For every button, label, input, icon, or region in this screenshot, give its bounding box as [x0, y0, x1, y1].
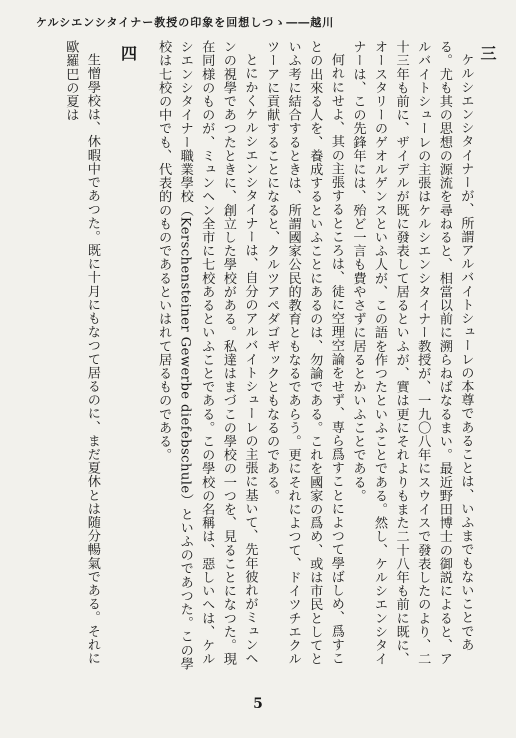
section-3-heading-column — [476, 40, 498, 678]
section-4-heading: 四 — [118, 45, 138, 62]
section-3-paragraph-3: とにかくケルシエンシタイナーは、自分のアルバイトシューレの主張に基いて、先年彼れがミュンヘンの視學であつたときに、創立した學校がある。私達はまづこの學校の一つを、見ることになつた。現在同様のものが、ミュンヘン全市に七校あるといふことである。この學校の名稱は、惡しいへは、ケルシエンシタイナー職業學校（Kerschensteiner Gewerbe diefebschule）といふのであつた。この學校は七校の中でも、代表的のものであるといはれて居るものである。 — [156, 40, 258, 671]
running-header: ケルシエンシタイナー教授の印象を回想しつゝ――越川 — [36, 16, 335, 29]
section-3-paragraph-2: 何れにせよ、其の主張するところは、徒に空理空論をせず、専ら爲すことによつて學ばしめ、爲すことの出來る人を、養成するといふことにあるのは、勿論である。これを國家の爲め、或は市民としてといふ考に結合するときは、所謂國家公民的教育ともなるであらう。更にそれによつて、ドイツチエクルツーアに貢献することになると、クルツアペダゴギックともなるのである。 — [264, 40, 344, 666]
page-number: 5 — [253, 696, 263, 712]
section-4-heading-column — [117, 40, 139, 678]
section-3-paragraph-1: ケルシエンシタイナーが、所謂アルバイトシューレの本尊であることは、いふまでもないことである。尤も其の思想の源流を尋ねると、相當以前に溯らねばなるまい。最近野田博士の御説によると、アルバイトシューレの主張はケルシエンシタイナー教授が、一九〇八年にスウイスで發表したのより、二十三年も前に、ザイデルが既に發表して居るといふが、實は更にそれよりもまた二十八年も前に既に、オースタリーのゲオルゲンスといふ人が、この語を作つたといふことである。然し、ケルシエンシタイナーは、この先鋒年には、殆ど一言も費やさずに居るとかいふことである。 — [350, 40, 474, 666]
section-gap — [139, 40, 153, 678]
section-gap-2 — [103, 40, 117, 678]
section-4-paragraph-1: 生憎學校は、休暇中であつた。既に十月にもなつて居るのに、まだ夏休とは随分暢氣である。それに歐羅巴の夏は — [63, 40, 100, 666]
section-3-heading: 三 — [478, 45, 497, 62]
vertical-body-text — [28, 40, 498, 678]
